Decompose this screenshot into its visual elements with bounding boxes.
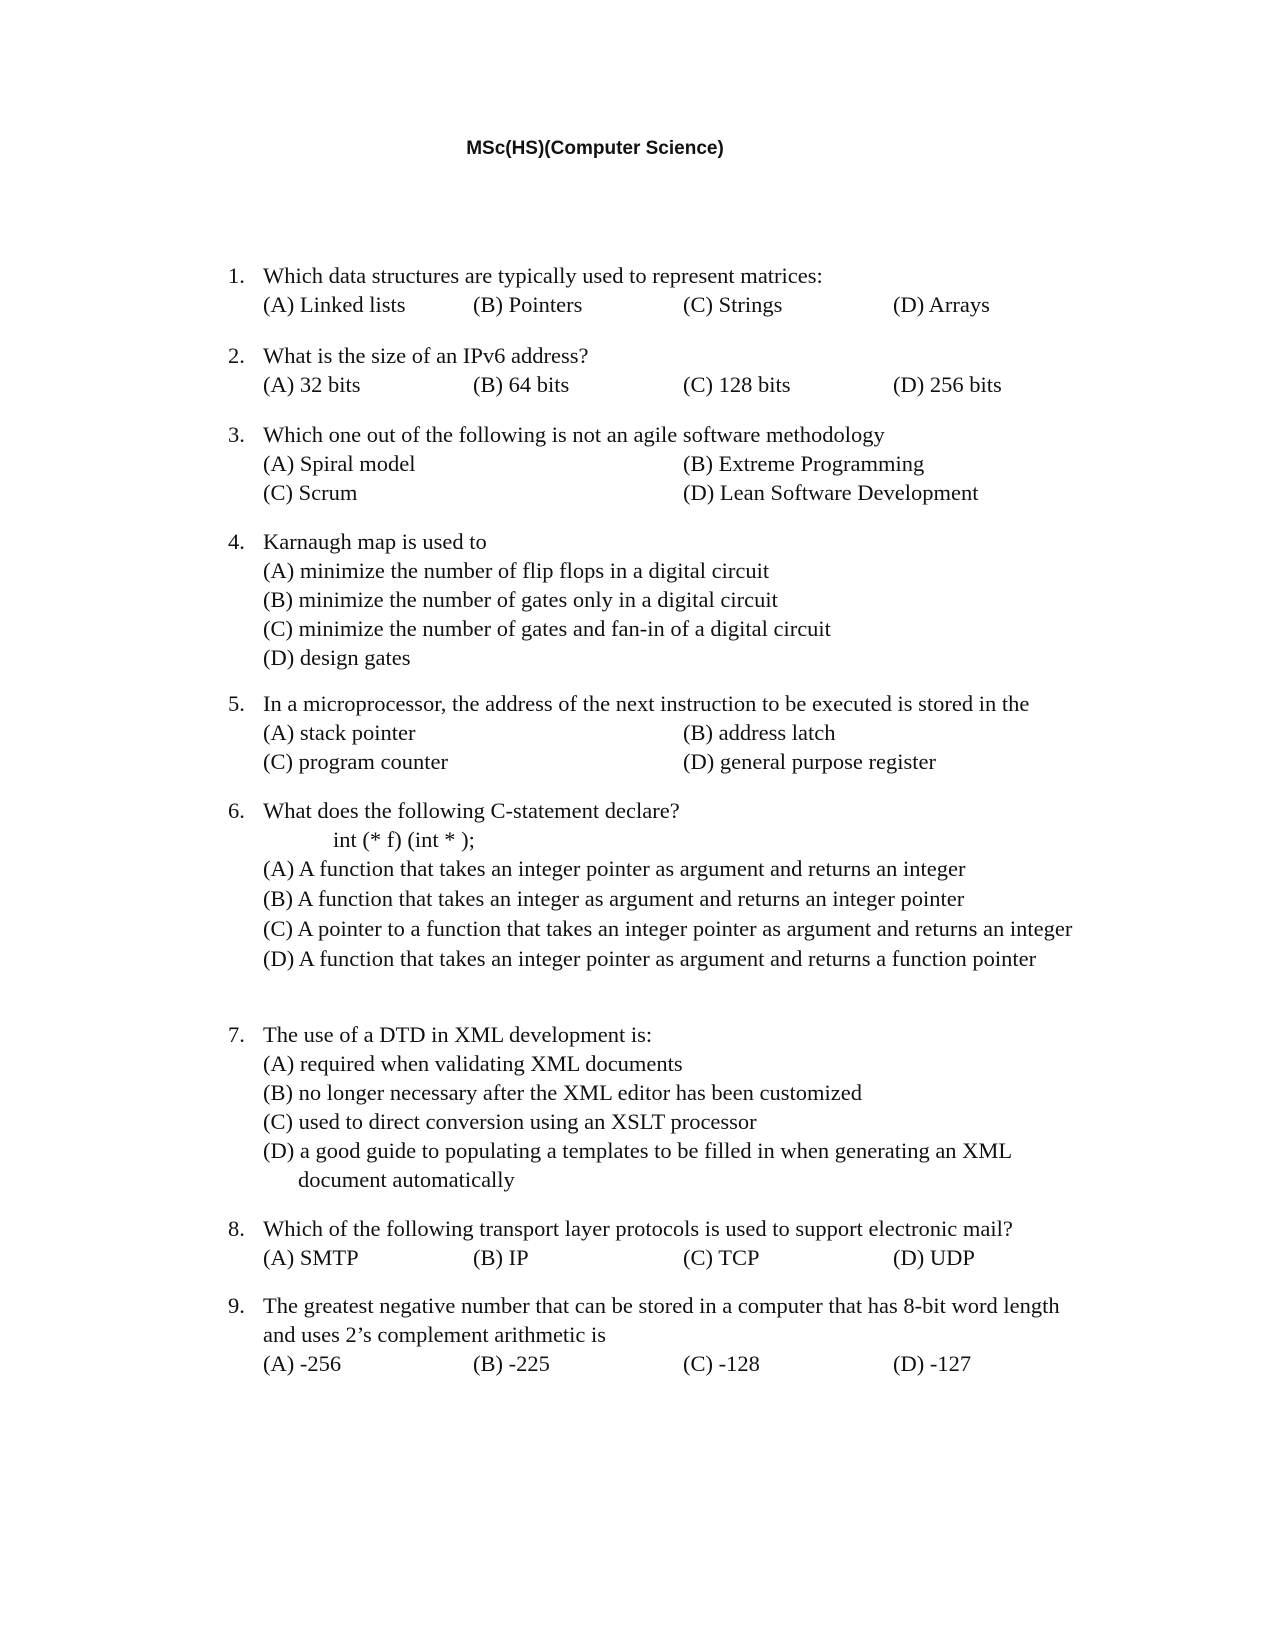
option-a: (A) SMTP <box>263 1245 359 1270</box>
option-a: (A) Spiral model <box>263 451 416 476</box>
option-b: (B) -225 <box>473 1351 550 1376</box>
question-stem: Which data structures are typically used to represent matrices: <box>263 263 823 288</box>
option-d: (D) A function that takes an integer pointer as argument and returns a function pointer <box>263 946 1037 971</box>
option-a: (A) minimize the number of flip flops in a digital circuit <box>263 558 770 583</box>
options-row <box>263 1243 1078 1272</box>
option-a: (A) A function that takes an integer pointer as argument and returns an integer <box>263 856 966 881</box>
question-stem: Karnaugh map is used to <box>263 529 487 554</box>
options-row <box>263 290 1078 319</box>
option-a: (A) -256 <box>263 1351 342 1376</box>
options-row <box>263 478 1078 507</box>
question-stem: Which one out of the following is not an agile software methodology <box>263 422 885 447</box>
option-b: (B) Extreme Programming <box>683 451 925 476</box>
option-c: (C) minimize the number of gates and fan-in of a digital circuit <box>263 616 831 641</box>
option-a: (A) 32 bits <box>263 372 361 397</box>
option-b: (B) Pointers <box>473 292 583 317</box>
option-b: (B) 64 bits <box>473 372 570 397</box>
option-c: (C) A pointer to a function that takes an integer pointer as argument and returns an integer <box>263 916 1073 941</box>
question-stem: The greatest negative number that can be stored in a computer that has 8-bit word length and uses 2’s complement arithmetic is <box>263 1293 1060 1347</box>
option-b: (B) A function that takes an integer as argument and returns an integer pointer <box>263 886 965 911</box>
options-row <box>263 718 1078 747</box>
option-a: (A) required when validating XML documents <box>263 1051 683 1076</box>
options-row <box>263 747 1078 776</box>
option-c: (C) 128 bits <box>683 372 791 397</box>
option-b: (B) no longer necessary after the XML editor has been customized <box>263 1080 862 1105</box>
options-row <box>263 1349 1078 1378</box>
option-d: (D) a good guide to populating a templates to be filled in when generating an XML document automatically <box>263 1138 1012 1192</box>
question-stem: What does the following C-statement declare? <box>263 798 680 823</box>
question-number: 9. <box>228 1293 245 1318</box>
question-stem: The use of a DTD in XML development is: <box>263 1022 653 1047</box>
option-d: (D) Lean Software Development <box>683 480 979 505</box>
option-a: (A) Linked lists <box>263 292 406 317</box>
question-number: 5. <box>228 691 245 716</box>
option-c: (C) Strings <box>683 292 783 317</box>
code-snippet: int (* f) (int * ); <box>333 827 475 852</box>
question-number: 8. <box>228 1216 245 1241</box>
option-d: (D) Arrays <box>893 292 990 317</box>
option-d: (D) design gates <box>263 645 411 670</box>
option-c: (C) -128 <box>683 1351 760 1376</box>
options-row <box>263 449 1078 478</box>
option-c: (C) program counter <box>263 749 448 774</box>
option-c: (C) TCP <box>683 1245 760 1270</box>
question-stem: In a microprocessor, the address of the next instruction to be executed is stored in the <box>263 691 1030 716</box>
option-d: (D) -127 <box>893 1351 972 1376</box>
option-c: (C) used to direct conversion using an XSLT processor <box>263 1109 757 1134</box>
page-title: MSc(HS)(Computer Science) <box>466 138 724 159</box>
question-number: 1. <box>228 263 245 288</box>
question-number: 2. <box>228 343 245 368</box>
option-d: (D) general purpose register <box>683 749 937 774</box>
option-d: (D) UDP <box>893 1245 975 1270</box>
option-d: (D) 256 bits <box>893 372 1002 397</box>
option-c: (C) Scrum <box>263 480 358 505</box>
question-stem: What is the size of an IPv6 address? <box>263 343 589 368</box>
options-row <box>263 370 1078 399</box>
question-number: 6. <box>228 798 245 823</box>
option-a: (A) stack pointer <box>263 720 416 745</box>
question-number: 7. <box>228 1022 245 1047</box>
option-b: (B) minimize the number of gates only in a digital circuit <box>263 587 778 612</box>
question-number: 4. <box>228 529 245 554</box>
question-stem: Which of the following transport layer protocols is used to support electronic mail? <box>263 1216 1013 1241</box>
option-b: (B) address latch <box>683 720 836 745</box>
option-b: (B) IP <box>473 1245 529 1270</box>
question-number: 3. <box>228 422 245 447</box>
